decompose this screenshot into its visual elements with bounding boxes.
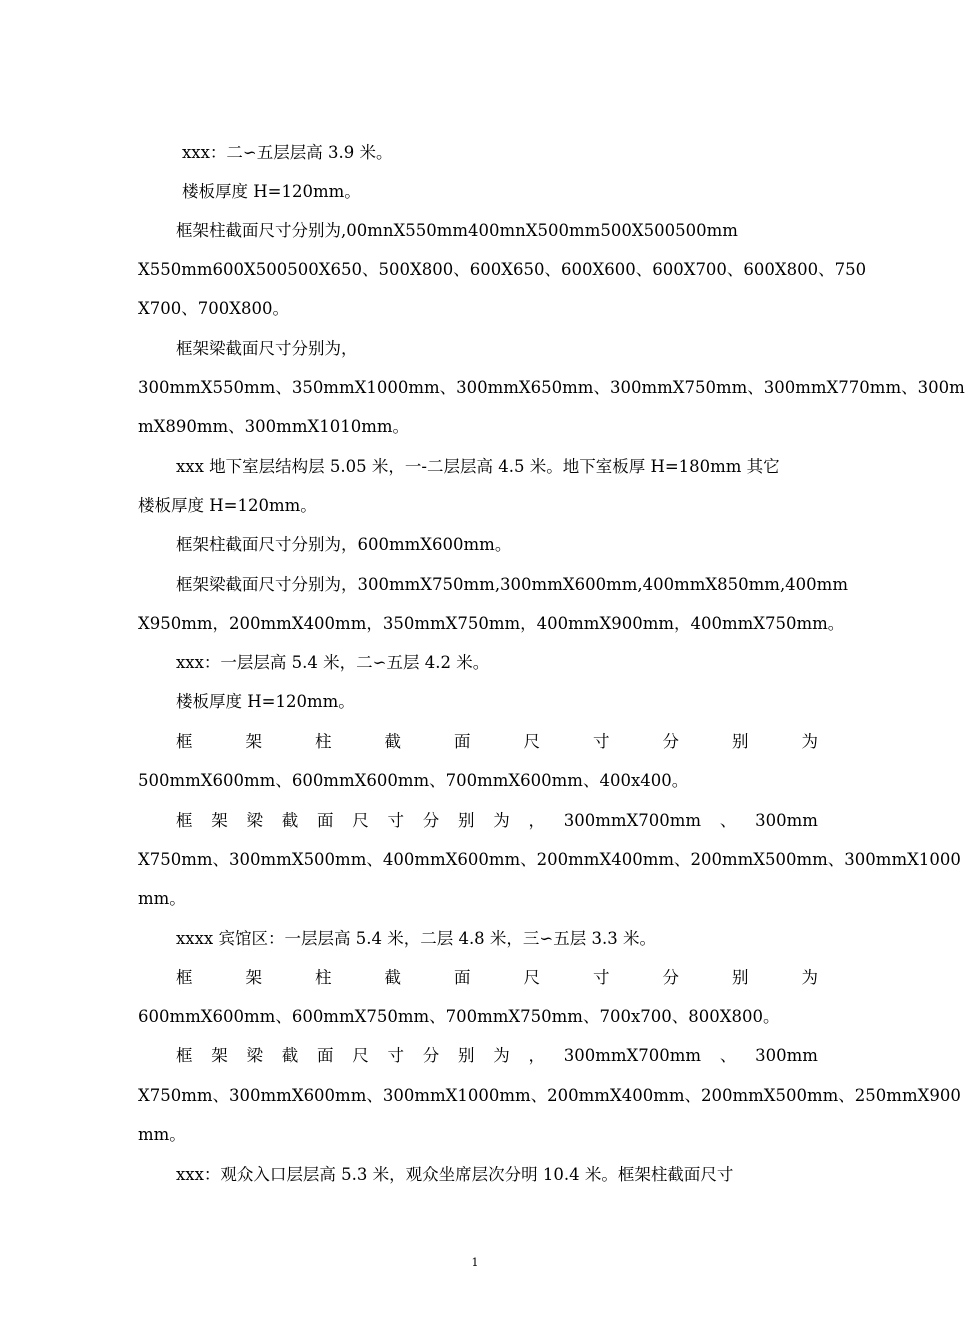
spread-char: 架: [245, 732, 262, 751]
spread-char: 别: [458, 1046, 475, 1065]
paragraph-line: 300mmX550mm、350mmX1000mm、300mmX650mm、300mmX750mm、300mmX770mm、300m: [138, 378, 965, 397]
spread-line-beam: [176, 1043, 818, 1069]
spread-char: 分: [422, 811, 440, 830]
paragraph-line: xxx：二∽五层层高 3.9 米。: [182, 143, 393, 162]
spread-char: 别: [732, 968, 749, 987]
spread-char: 寸: [593, 968, 610, 987]
spread-char: 为: [801, 732, 818, 751]
spread-char: 框: [176, 811, 193, 830]
spread-char: 框: [176, 732, 193, 751]
paragraph-line: xxx：一层层高 5.4 米，二∽五层 4.2 米。: [176, 653, 490, 672]
paragraph-line: X750mm、300mmX600mm、300mmX1000mm、200mmX400mm、200mmX500mm、250mmX900: [138, 1086, 961, 1105]
spread-char: 、: [719, 811, 737, 830]
spread-char: 面: [317, 811, 334, 830]
spread-char: 柱: [315, 968, 332, 987]
page-number: 1: [471, 1256, 479, 1269]
spread-char: 寸: [387, 1046, 404, 1065]
spread-line-beam: [176, 808, 818, 834]
spread-char: 300mm: [755, 811, 818, 830]
spread-char: 截: [384, 732, 401, 751]
spread-line-column: [176, 965, 818, 991]
spread-char: 300mm: [755, 1046, 818, 1065]
spread-char: 尺: [352, 811, 369, 830]
spread-char: 柱: [315, 732, 332, 751]
spread-char: 、: [719, 1046, 737, 1065]
spread-char: 尺: [523, 732, 540, 751]
paragraph-line: 500mmX600mm、600mmX600mm、700mmX600mm、400x400。: [138, 771, 689, 790]
paragraph-line: 楼板厚度 H=120mm。: [138, 496, 317, 515]
spread-char: 300mmX700mm: [563, 1046, 702, 1065]
paragraph-line: X550mm600X500500X650、500X800、600X650、600X600、600X700、600X800、750: [138, 260, 867, 279]
spread-char: 梁: [246, 1046, 263, 1065]
spread-char: 尺: [352, 1046, 369, 1065]
spread-char: 框: [176, 968, 193, 987]
paragraph-line: mm。: [138, 889, 186, 908]
spread-char: 架: [211, 811, 228, 830]
spread-char: 300mmX700mm: [563, 811, 702, 830]
spread-char: 面: [317, 1046, 334, 1065]
spread-char: 为: [493, 1046, 510, 1065]
spread-char: 寸: [593, 732, 610, 751]
spread-char: 截: [281, 1046, 299, 1065]
spread-char: 面: [454, 732, 471, 751]
spread-char: 梁: [246, 811, 263, 830]
spread-char: 面: [454, 968, 471, 987]
paragraph-line: xxxx 宾馆区：一层层高 5.4 米，二层 4.8 米，三∽五层 3.3 米。: [176, 929, 656, 948]
paragraph-line: 框架柱截面尺寸分别为,00mnX550mm400mnX500mm500X500500mm: [176, 221, 738, 240]
spread-char: 尺: [523, 968, 540, 987]
paragraph-line: 框架梁截面尺寸分别为，300mmX750mm,300mmX600mm,400mmX850mm,400mm: [176, 575, 848, 594]
paragraph-line: 楼板厚度 H=120mm。: [182, 182, 361, 201]
spread-char: 架: [211, 1046, 228, 1065]
spread-char: ，: [528, 811, 545, 830]
spread-char: 截: [384, 968, 401, 987]
paragraph-line: xxx 地下室层结构层 5.05 米，一-二层层高 4.5 米。地下室板厚 H=180mm 其它: [176, 457, 780, 476]
spread-char: 架: [245, 968, 262, 987]
paragraph-line: X700、700X800。: [138, 299, 289, 318]
paragraph-line: xxx：观众入口层层高 5.3 米，观众坐席层次分明 10.4 米。框架柱截面尺寸: [176, 1165, 734, 1184]
spread-char: 分: [662, 968, 679, 987]
spread-char: 寸: [387, 811, 404, 830]
spread-char: 分: [422, 1046, 440, 1065]
spread-char: 为: [493, 811, 510, 830]
paragraph-line: X950mm，200mmX400mm，350mmX750mm，400mmX900mm，400mmX750mm。: [138, 614, 845, 633]
paragraph-line: 框架梁截面尺寸分别为，: [176, 339, 358, 358]
paragraph-line: 框架柱截面尺寸分别为，600mmX600mm。: [176, 535, 512, 554]
paragraph-line: X750mm、300mmX500mm、400mmX600mm、200mmX400mm、200mmX500mm、300mmX1000: [138, 850, 961, 869]
spread-char: 为: [801, 968, 818, 987]
spread-char: 分: [662, 732, 679, 751]
spread-char: ，: [528, 1046, 545, 1065]
spread-char: 别: [458, 811, 475, 830]
spread-line-column: [176, 729, 818, 755]
paragraph-line: mm。: [138, 1125, 186, 1144]
paragraph-line: 600mmX600mm、600mmX750mm、700mmX750mm、700x700、800X800。: [138, 1007, 780, 1026]
spread-char: 框: [176, 1046, 193, 1065]
paragraph-line: mX890mm、300mmX1010mm。: [138, 417, 409, 436]
spread-char: 别: [732, 732, 749, 751]
paragraph-line: 楼板厚度 H=120mm。: [176, 692, 355, 711]
spread-char: 截: [281, 811, 299, 830]
